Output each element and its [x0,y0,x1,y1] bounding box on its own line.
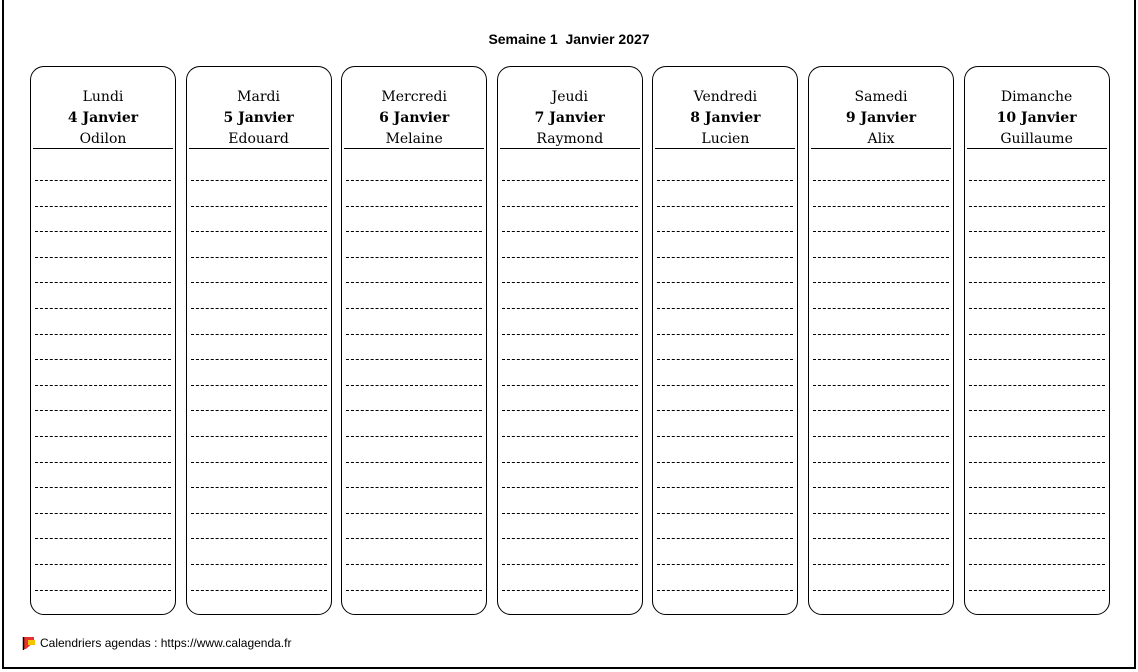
writing-line[interactable] [191,538,327,564]
writing-line[interactable] [35,282,171,308]
writing-line[interactable] [657,385,793,411]
day-saint: Edouard [228,131,289,147]
writing-line[interactable] [657,308,793,334]
writing-line[interactable] [502,436,638,462]
day-date: 9 Janvier [845,110,917,126]
writing-lines [969,180,1105,615]
writing-line[interactable] [502,257,638,283]
day-date: 6 Janvier [379,110,450,126]
footer-text: Calendriers agendas : https://www.calagenda.fr [40,636,292,650]
writing-lines [502,180,638,615]
day-column [964,66,1110,615]
writing-line[interactable] [35,564,171,590]
writing-lines [657,180,793,615]
writing-line[interactable] [657,410,793,436]
writing-line[interactable] [657,462,793,488]
day-column [497,66,643,615]
writing-line[interactable] [657,513,793,539]
writing-line[interactable] [813,180,949,206]
writing-line[interactable] [35,487,171,513]
writing-line[interactable] [813,410,949,436]
writing-line[interactable] [813,590,949,616]
writing-line[interactable] [191,180,327,206]
writing-line[interactable] [813,359,949,385]
day-column [808,66,954,615]
writing-line[interactable] [502,385,638,411]
writing-line[interactable] [813,308,949,334]
writing-line[interactable] [657,180,793,206]
writing-line[interactable] [191,564,327,590]
day-header [342,87,486,150]
writing-line[interactable] [346,282,482,308]
writing-line[interactable] [191,513,327,539]
day-saint: Alix [867,131,895,147]
writing-line[interactable] [502,308,638,334]
day-name: Jeudi [551,89,588,105]
page-title: Semaine 1 Janvier 2027 [488,31,650,47]
writing-line[interactable] [657,231,793,257]
writing-line[interactable] [657,282,793,308]
writing-line[interactable] [346,231,482,257]
writing-line[interactable] [813,538,949,564]
writing-line[interactable] [813,282,949,308]
writing-line[interactable] [502,590,638,616]
writing-line[interactable] [502,231,638,257]
writing-line[interactable] [969,359,1105,385]
day-header [653,87,797,150]
day-name: Vendredi [693,89,758,105]
day-saint: Guillaume [1000,131,1073,147]
writing-line[interactable] [346,410,482,436]
writing-line[interactable] [191,334,327,360]
writing-line[interactable] [346,564,482,590]
writing-line[interactable] [35,590,171,616]
writing-line[interactable] [813,257,949,283]
day-saint: Melaine [385,131,443,147]
day-date: 8 Janvier [690,110,761,126]
day-column [30,66,176,615]
writing-line[interactable] [969,436,1105,462]
writing-lines [35,180,171,615]
writing-lines [346,180,482,615]
writing-line[interactable] [969,231,1105,257]
day-column [341,66,487,615]
header-divider [344,148,484,149]
day-date: 10 Janvier [996,110,1077,126]
writing-line[interactable] [191,359,327,385]
writing-line[interactable] [657,487,793,513]
writing-lines [191,180,327,615]
writing-line[interactable] [502,410,638,436]
writing-line[interactable] [657,334,793,360]
writing-line[interactable] [191,487,327,513]
day-header [809,87,953,150]
writing-line[interactable] [813,487,949,513]
writing-line[interactable] [813,231,949,257]
day-date: 7 Janvier [534,110,605,126]
day-saint: Odilon [79,131,127,147]
writing-line[interactable] [191,462,327,488]
day-name: Samedi [854,89,908,105]
writing-line[interactable] [35,308,171,334]
day-header [498,87,642,150]
writing-line[interactable] [35,385,171,411]
writing-line[interactable] [969,206,1105,232]
writing-line[interactable] [969,538,1105,564]
writing-line[interactable] [657,538,793,564]
day-saint: Raymond [536,131,604,147]
writing-line[interactable] [969,513,1105,539]
writing-line[interactable] [969,487,1105,513]
writing-line[interactable] [813,564,949,590]
day-name: Lundi [82,89,124,105]
writing-line[interactable] [502,538,638,564]
header-divider [500,148,640,149]
writing-line[interactable] [35,462,171,488]
writing-line[interactable] [969,462,1105,488]
week-columns [30,66,1110,616]
writing-line[interactable] [35,334,171,360]
writing-line[interactable] [346,206,482,232]
writing-line[interactable] [346,590,482,616]
writing-line[interactable] [657,359,793,385]
writing-line[interactable] [346,385,482,411]
writing-line[interactable] [502,564,638,590]
calagenda-logo-icon [22,636,36,650]
writing-line[interactable] [813,334,949,360]
writing-line[interactable] [191,282,327,308]
writing-line[interactable] [191,206,327,232]
writing-line[interactable] [969,282,1105,308]
writing-line[interactable] [657,257,793,283]
header-divider [655,148,795,149]
writing-line[interactable] [35,410,171,436]
writing-line[interactable] [657,590,793,616]
writing-line[interactable] [969,564,1105,590]
writing-line[interactable] [35,231,171,257]
writing-line[interactable] [346,462,482,488]
writing-line[interactable] [346,180,482,206]
header-divider [967,148,1107,149]
writing-line[interactable] [346,513,482,539]
writing-line[interactable] [346,334,482,360]
day-saint: Lucien [701,131,750,147]
writing-line[interactable] [35,513,171,539]
day-header [965,87,1109,150]
day-column [186,66,332,615]
writing-line[interactable] [813,206,949,232]
writing-line[interactable] [813,513,949,539]
writing-line[interactable] [813,436,949,462]
writing-line[interactable] [813,462,949,488]
writing-line[interactable] [969,590,1105,616]
day-header [31,87,175,150]
writing-line[interactable] [657,436,793,462]
writing-line[interactable] [346,308,482,334]
writing-line[interactable] [346,487,482,513]
writing-line[interactable] [191,590,327,616]
writing-line[interactable] [346,538,482,564]
footer [22,636,291,650]
writing-lines [813,180,949,615]
writing-line[interactable] [35,257,171,283]
header-divider [33,148,173,149]
writing-line[interactable] [969,410,1105,436]
writing-line[interactable] [346,359,482,385]
writing-line[interactable] [346,257,482,283]
writing-line[interactable] [502,359,638,385]
writing-line[interactable] [969,308,1105,334]
writing-line[interactable] [191,436,327,462]
writing-line[interactable] [502,206,638,232]
writing-line[interactable] [191,257,327,283]
day-date: 4 Janvier [67,110,139,126]
writing-line[interactable] [657,564,793,590]
writing-line[interactable] [969,257,1105,283]
writing-line[interactable] [657,206,793,232]
writing-line[interactable] [191,385,327,411]
header-divider [811,148,951,149]
writing-line[interactable] [969,180,1105,206]
writing-line[interactable] [502,334,638,360]
header-divider [189,148,329,149]
writing-line[interactable] [35,538,171,564]
day-header [187,87,331,150]
day-column [652,66,798,615]
writing-line[interactable] [191,410,327,436]
writing-line[interactable] [502,462,638,488]
writing-line[interactable] [502,513,638,539]
writing-line[interactable] [502,487,638,513]
writing-line[interactable] [502,282,638,308]
writing-line[interactable] [191,308,327,334]
writing-line[interactable] [969,385,1105,411]
day-date: 5 Janvier [223,110,294,126]
day-name: Mercredi [381,89,447,105]
writing-line[interactable] [35,180,171,206]
writing-line[interactable] [346,436,482,462]
writing-line[interactable] [35,206,171,232]
writing-line[interactable] [813,385,949,411]
writing-line[interactable] [969,334,1105,360]
day-name: Dimanche [1000,89,1073,105]
writing-line[interactable] [35,436,171,462]
writing-line[interactable] [502,180,638,206]
writing-line[interactable] [191,231,327,257]
writing-line[interactable] [35,359,171,385]
day-name: Mardi [237,89,280,105]
